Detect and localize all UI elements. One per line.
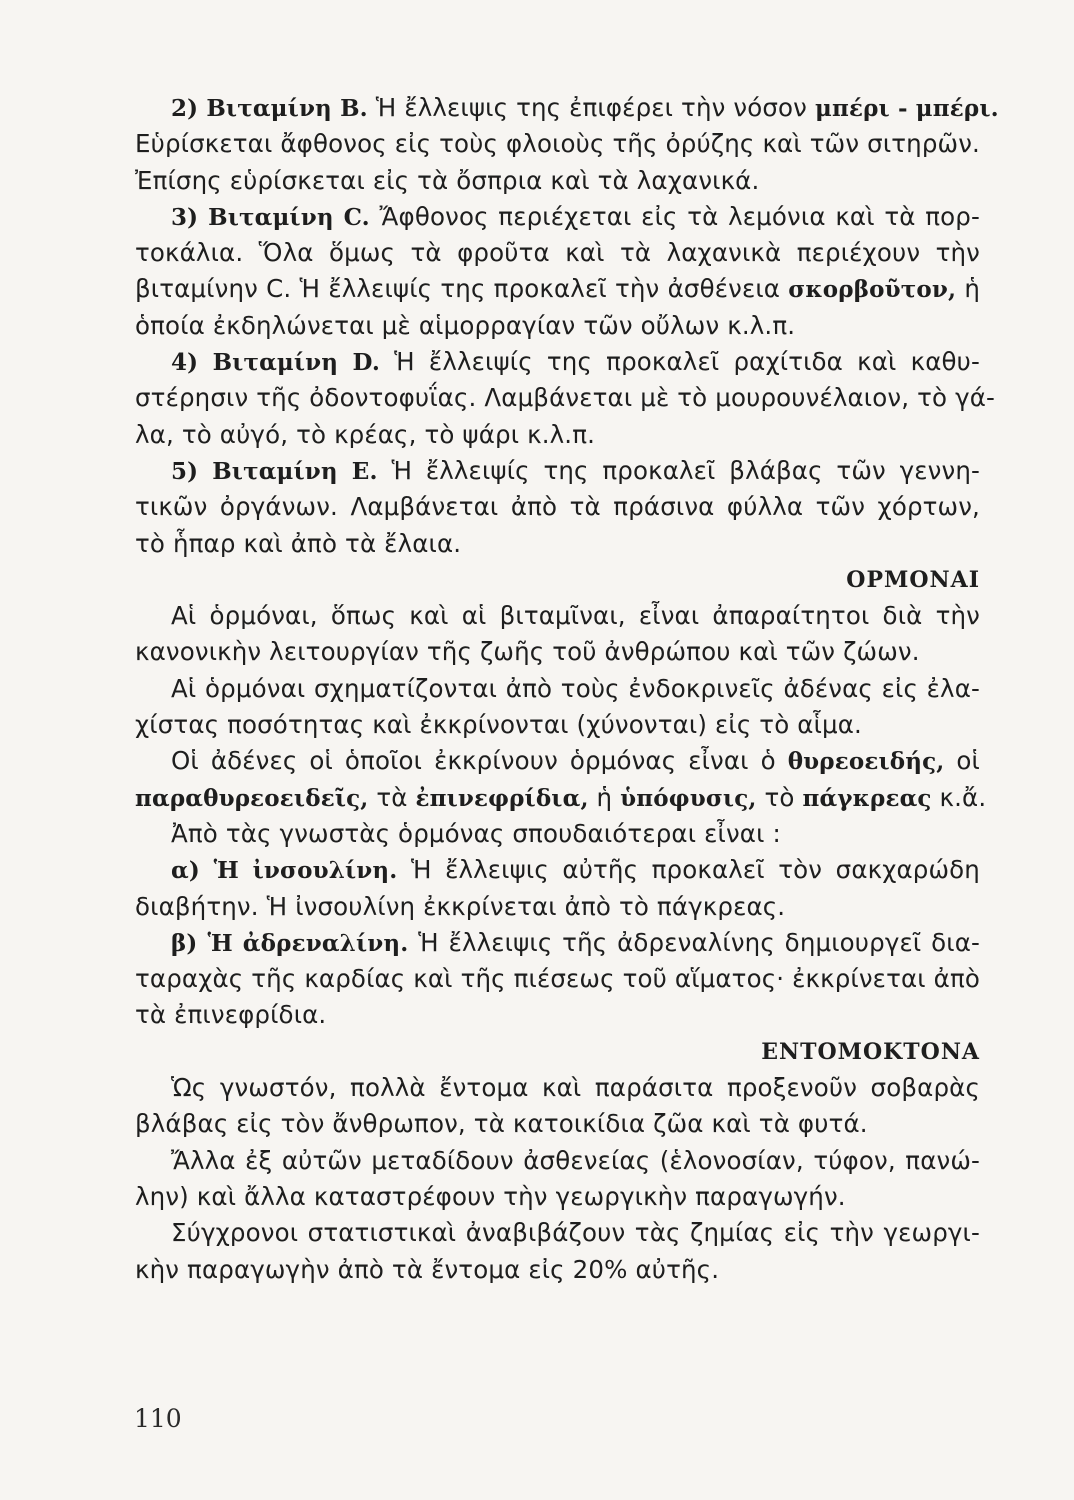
hormones-p1-line-2: κανονικὴν λειτουργίαν τῆς ζωῆς τοῦ ἀνθρώπου καὶ τῶν ζώων. — [135, 637, 920, 667]
adrenals-term: ἐπινεφρίδια, — [415, 784, 589, 812]
adrenaline-line-1 — [135, 925, 980, 961]
insecticides-p3-line-2: κὴν παραγωγὴν ἀπὸ τὰ ἔντομα εἰς 20% αὐτῆς. — [135, 1254, 720, 1284]
hormones-p4: Ἀπὸ τὰς γνωστὰς ὁρμόνας σπουδαιότεραι εἶναι : — [171, 818, 781, 848]
hormones-p3-tail: οἱ — [944, 746, 980, 776]
hormones-p3-end: κ.ἄ. — [931, 782, 987, 812]
vitamin-c-line-3-text: βιταμίνην C. Ἡ ἔλλειψίς της προκαλεῖ τὴν ἀσθένεια — [135, 274, 789, 304]
insecticides-p2-line-1: Ἄλλα ἐξ αὐτῶν μεταδίδουν ἀσθενείας (ἑλονοσίαν, τύφον, πανώ- — [171, 1145, 980, 1175]
vitamin-d-line-1 — [135, 344, 980, 380]
insecticides-p1-line-2: βλάβας εἰς τὸν ἄνθρωπον, τὰ κατοικίδια ζῶα καὶ τὰ φυτά. — [135, 1109, 868, 1139]
vitamin-c-line-1 — [135, 199, 980, 235]
hormones-p3-text: Οἱ ἀδένες οἱ ὁποῖοι ἐκκρίνουν ὁρμόνας εἶναι ὁ — [171, 746, 788, 776]
adrenaline-line-2: ταραχὰς τῆς καρδίας καὶ τῆς πιέσεως τοῦ αἵματος· ἐκκρίνεται ἀπὸ — [135, 964, 980, 994]
vitamin-c-disease: σκορβοῦτον, — [788, 276, 957, 304]
vitamin-b-label: 2) Βιταμίνη Β. — [171, 95, 368, 122]
hormones-p3-sep-3: τὸ — [756, 782, 803, 812]
vitamin-e-line-1 — [135, 453, 980, 489]
vitamin-e-line-2: τικῶν ὀργάνων. Λαμβάνεται ἀπὸ τὰ πράσινα φύλλα τῶν χόρτων, — [135, 492, 980, 522]
vitamin-b-disease: μπέρι - μπέρι. — [814, 95, 999, 122]
adrenaline-text: Ἡ ἔλλειψις τῆς ἀδρεναλίνης δημιουργεῖ δια- — [408, 927, 980, 957]
hormones-p3-line-1 — [135, 743, 980, 779]
vitamin-b-line-2: Εὑρίσκεται ἄφθονος εἰς τοὺς φλοιοὺς τῆς ὀρύζης καὶ τῶν σιτηρῶν. — [135, 129, 980, 159]
vitamin-c-line-4: ὁποία ἐκδηλώνεται μὲ αἱμορραγίαν τῶν οὔλων κ.λ.π. — [135, 310, 796, 340]
adrenaline-label: β) Ἡ ἀδρεναλίνη. — [171, 929, 409, 957]
vitamin-d-label: 4) Βιταμίνη D. — [171, 349, 380, 377]
insulin-line-2: διαβήτην. Ἡ ἰνσουλίνη ἐκκρίνεται ἀπὸ τὸ πάγκρεας. — [135, 891, 786, 921]
hormones-p3-line-2 — [135, 780, 987, 816]
hormones-p3-sep-1: τὰ — [368, 782, 416, 812]
pancreas-term: πάγκρεας — [802, 784, 932, 812]
insecticides-p3-line-1: Σύγχρονοι στατιστικαὶ ἀναβιβάζουν τὰς ζημίας εἰς τὴν γεωργι- — [171, 1218, 980, 1248]
vitamin-c-line-3-tail: ἡ — [956, 274, 981, 304]
insecticides-p2-line-2: λην) καὶ ἄλλα καταστρέφουν τὴν γεωργικὴν παραγωγήν. — [135, 1181, 846, 1211]
hormones-p2-line-2: χίστας ποσότητας καὶ ἐκκρίνονται (χύνονται) εἰς τὸ αἷμα. — [135, 710, 862, 740]
vitamin-c-label: 3) Βιταμίνη C. — [171, 203, 370, 231]
vitamin-b-line-3: Ἐπίσης εὑρίσκεται εἰς τὰ ὄσπρια καὶ τὰ λαχανικά. — [135, 165, 760, 195]
vitamin-b-line-1 — [135, 90, 999, 126]
parathyroid-term: παραθυρεοειδεῖς, — [135, 784, 369, 812]
vitamin-c-line-2: τοκάλια. Ὅλα ὅμως τὰ φροῦτα καὶ τὰ λαχανικὰ περιέχουν τὴν — [135, 238, 980, 268]
vitamin-d-line-2: στέρησιν τῆς ὀδοντοφυΐας. Λαμβάνεται μὲ τὸ μουρουνέλαιον, τὸ γά- — [135, 383, 996, 413]
vitamin-e-label: 5) Βιταμίνη Ε. — [171, 457, 378, 485]
hormones-p1-line-1: Αἱ ὁρμόναι, ὅπως καὶ αἱ βιταμῖναι, εἶναι ἀπαραίτητοι διὰ τὴν — [171, 601, 980, 631]
page-number: 110 — [134, 1404, 182, 1433]
vitamin-d-text: Ἡ ἔλλειψίς της προκαλεῖ ραχίτιδα καὶ καθυ- — [379, 347, 980, 377]
insulin-text: Ἡ ἔλλειψις αὐτῆς προκαλεῖ τὸν σακχαρώδη — [397, 855, 980, 885]
thyroid-term: θυρεοειδής, — [787, 748, 945, 776]
vitamin-d-line-3: λα, τὸ αὐγό, τὸ κρέας, τὸ ψάρι κ.λ.π. — [135, 419, 596, 449]
pituitary-term: ὑπόφυσις, — [620, 784, 757, 812]
hormones-heading: ΟΡΜΟΝΑΙ — [846, 566, 980, 593]
insulin-label: α) Ἡ ἰνσουλίνη. — [171, 857, 398, 885]
hormones-p2-line-1: Αἱ ὁρμόναι σχηματίζονται ἀπὸ τοὺς ἐνδοκρινεῖς ἀδένας εἰς ἐλα- — [171, 673, 980, 703]
vitamin-c-text: Ἄφθονος περιέχεται εἰς τὰ λεμόνια καὶ τὰ πορ- — [369, 201, 980, 231]
vitamin-b-text: Ἡ ἔλλειψις της ἐπιφέρει τὴν νόσον — [367, 93, 815, 122]
vitamin-e-line-3: τὸ ἧπαρ καὶ ἀπὸ τὰ ἔλαια. — [135, 528, 462, 558]
insulin-line-1 — [135, 852, 980, 888]
adrenaline-line-3: τὰ ἐπινεφρίδια. — [135, 1000, 327, 1030]
vitamin-e-text: Ἡ ἔλλειψίς της προκαλεῖ βλάβας τῶν γεννη- — [377, 455, 981, 485]
insecticides-heading: ΕΝΤΟΜΟΚΤΟΝΑ — [761, 1038, 980, 1065]
hormones-p3-sep-2: ἡ — [588, 782, 621, 812]
vitamin-c-line-3 — [135, 271, 980, 307]
insecticides-p1-line-1: Ὡς γνωστόν, πολλὰ ἔντομα καὶ παράσιτα προξενοῦν σοβαρὰς — [171, 1073, 980, 1103]
page-body — [135, 90, 999, 1288]
